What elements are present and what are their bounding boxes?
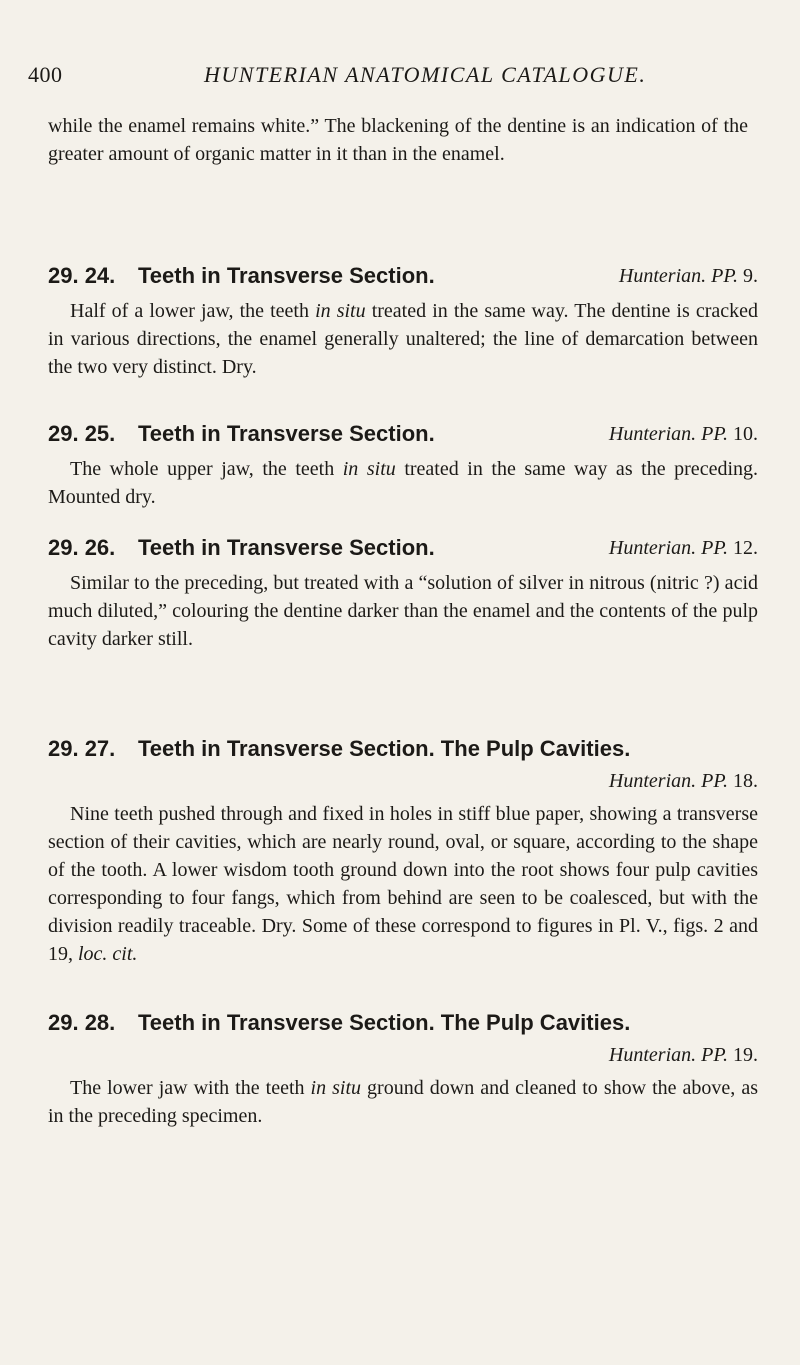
- entry-reference: [619, 265, 758, 288]
- description-text: treated in the same way as the preceding. Mounted dry.: [48, 458, 758, 508]
- entry-description: [48, 800, 758, 968]
- entry-number: 29. 26.: [48, 535, 116, 560]
- entry-title: Teeth in Transverse Section. The Pulp Cavities.: [138, 1010, 631, 1035]
- description-text: Nine teeth pushed through and fixed in holes in stiff blue paper, showing a transverse section of their cavities, which are nearly round, oval, or square, according to the shape of the tooth. A lower wisdom tooth ground down into the root shows four pulp cavities corresponding to four fangs, which from behind are seen to be coalesced, but with the division readily traceable. Dry. Some of these correspond to figures in Pl. V., figs. 2 and 19,: [48, 803, 758, 965]
- description-italic: in situ: [342, 458, 396, 480]
- reference-number: 12.: [733, 537, 758, 559]
- entry-title: Teeth in Transverse Section.: [138, 421, 435, 446]
- reference-label: Hunterian. PP.: [608, 423, 728, 445]
- running-title: HUNTERIAN ANATOMICAL CATALOGUE.: [204, 62, 647, 87]
- entry-title: Teeth in Transverse Section.: [138, 535, 435, 560]
- description-italic: in situ: [310, 1077, 362, 1099]
- catalogue-entry: [48, 736, 758, 968]
- opening-paragraph: while the enamel remains white.” The blackening of the dentine is an indication of the greater amount of organic matter in it than in the enamel.: [48, 115, 748, 165]
- entry-description: [48, 569, 758, 653]
- entry-heading: [48, 421, 758, 455]
- entry-number: 29. 24.: [48, 263, 116, 288]
- reference-label: Hunterian. PP.: [618, 265, 738, 287]
- entry-title: Teeth in Transverse Section.: [138, 263, 435, 288]
- entry-reference: [609, 423, 758, 446]
- entry-reference: [48, 1044, 758, 1074]
- entry-number: 29. 28.: [48, 1010, 116, 1035]
- reference-number: 9.: [743, 265, 758, 287]
- description-text: Half of a lower jaw, the teeth: [70, 300, 316, 322]
- entry-title: Teeth in Transverse Section. The Pulp Cavities.: [138, 736, 631, 761]
- reference-label: Hunterian. PP.: [608, 1044, 728, 1066]
- catalogue-entry: [48, 535, 758, 653]
- entry-heading: [48, 263, 758, 297]
- entry-description: [48, 1074, 758, 1130]
- description-italic: loc. cit.: [78, 943, 138, 965]
- description-text: Similar to the preceding, but treated with a “solution of silver in nitrous (nitric ?) acid much diluted,” colouring the dentine darker than the enamel and the contents of the pulp cavity darker still.: [48, 572, 758, 650]
- entry-heading: [48, 1010, 758, 1044]
- entry-heading: [48, 535, 758, 569]
- entry-description: [48, 455, 758, 511]
- reference-label: Hunterian. PP.: [608, 537, 728, 559]
- entry-heading: [48, 736, 758, 770]
- entry-description: [48, 297, 758, 381]
- description-text: ground down and cleaned to show the above, as in the preceding specimen.: [48, 1077, 758, 1127]
- entry-reference: [48, 770, 758, 800]
- entry-number: 29. 27.: [48, 736, 116, 761]
- entry-number: 29. 25.: [48, 421, 116, 446]
- reference-number: 19.: [733, 1044, 758, 1066]
- description-text: treated in the same way. The dentine is cracked in various directions, the enamel generally unaltered; the line of demarcation between the two very distinct. Dry.: [48, 300, 758, 378]
- catalogue-entry: [48, 1010, 758, 1130]
- description-text: The whole upper jaw, the teeth: [70, 458, 343, 480]
- catalogue-entry: [48, 421, 758, 511]
- description-text: The lower jaw with the teeth: [70, 1077, 311, 1099]
- page-number: 400: [28, 62, 63, 87]
- entry-reference: [609, 537, 758, 560]
- reference-label: Hunterian. PP.: [608, 770, 728, 792]
- catalogue-entry: [48, 263, 758, 381]
- reference-number: 10.: [733, 423, 758, 445]
- description-italic: in situ: [315, 300, 366, 322]
- reference-number: 18.: [733, 770, 758, 792]
